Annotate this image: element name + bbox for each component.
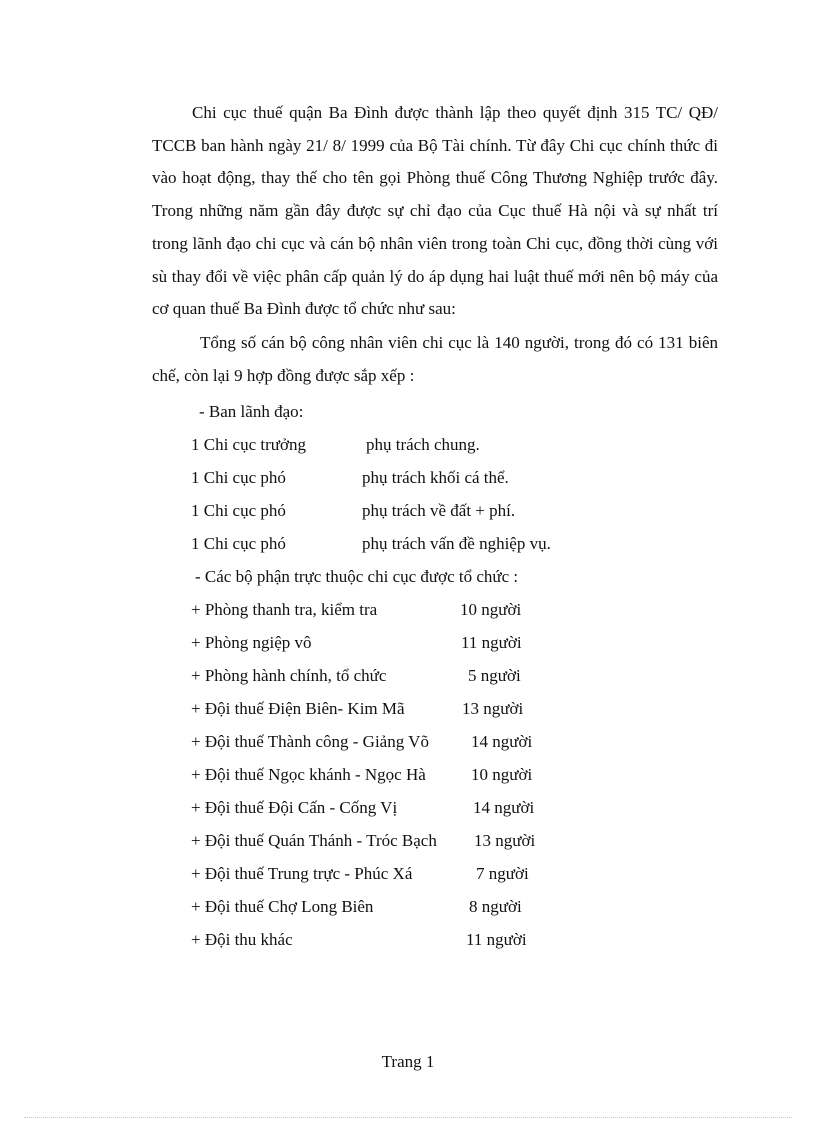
department-name: + Đội thuế Ngọc khánh - Ngọc Hà bbox=[191, 765, 426, 784]
department-count: 5 người bbox=[468, 666, 521, 685]
leadership-duty: phụ trách chung. bbox=[366, 435, 480, 454]
leadership-role: 1 Chi cục phó bbox=[191, 468, 286, 487]
department-count: 8 người bbox=[469, 897, 522, 916]
departments-heading: - Các bộ phận trực thuộc chi cục được tổ chức : bbox=[195, 567, 519, 586]
department-name: + Đội thuế Quán Thánh - Tróc Bạch bbox=[191, 831, 437, 850]
leadership-duty: phụ trách về đất + phí. bbox=[362, 501, 516, 520]
department-name: + Đội thuế Chợ Long Biên bbox=[191, 897, 374, 916]
department-name: + Đội thuế Điện Biên- Kim Mã bbox=[191, 699, 405, 718]
department-name: + Phòng hành chính, tổ chức bbox=[191, 666, 387, 685]
department-name: + Đội thuế Đội Cấn - Cống Vị bbox=[191, 798, 398, 817]
leadership-role: 1 Chi cục trưởng bbox=[191, 435, 306, 454]
department-name: + Đội thu khác bbox=[191, 930, 293, 949]
leadership-role: 1 Chi cục phó bbox=[191, 534, 286, 553]
page-bottom-divider bbox=[24, 1117, 792, 1118]
department-count: 14 người bbox=[473, 798, 535, 817]
intro-paragraph: Chi cục thuế quận Ba Đình được thành lập theo quyết định 315 TC/ QĐ/ TCCB ban hành ngày 21/ 8/ 1999 của Bộ Tài chính. Từ đây Chi cục chính thức đi vào hoạt động, thay thế cho tên gọi Phòng thuế Công Thương Nghiệp trước đây. Trong những năm gần đây được sự chỉ đạo của Cục thuế Hà nội và sự nhất trí trong lãnh đạo chi cục và cán bộ nhân viên trong toàn Chi cục, đồng thời cùng với sù thay đổi về việc phân cấp quản lý do áp dụng hai luật thuế mới nên bộ máy của cơ quan thuế Ba Đình được tổ chức như sau: bbox=[152, 103, 718, 319]
department-count: 10 người bbox=[460, 600, 522, 619]
department-count: 13 người bbox=[474, 831, 536, 850]
department-count: 11 người bbox=[466, 930, 527, 949]
department-name: + Phòng ngiệp vô bbox=[191, 633, 312, 652]
leadership-heading: - Ban lãnh đạo: bbox=[199, 402, 304, 421]
department-count: 10 người bbox=[471, 765, 533, 784]
department-name: + Đội thuế Thành công - Giảng Võ bbox=[191, 732, 429, 751]
department-name: + Phòng thanh tra, kiểm tra bbox=[191, 600, 378, 619]
leadership-duty: phụ trách vấn đề nghiệp vụ. bbox=[362, 534, 551, 553]
department-count: 14 người bbox=[471, 732, 533, 751]
leadership-duty: phụ trách khối cá thể. bbox=[362, 468, 509, 487]
leadership-role: 1 Chi cục phó bbox=[191, 501, 286, 520]
department-count: 11 người bbox=[461, 633, 522, 652]
department-count: 7 người bbox=[476, 864, 529, 883]
page-number: Trang 1 bbox=[381, 1052, 435, 1071]
staff-summary-paragraph: Tổng số cán bộ công nhân viên chi cục là 140 người, trong đó có 131 biên chế, còn lại 9 hợp đồng được sắp xếp : bbox=[152, 333, 718, 385]
department-count: 13 người bbox=[462, 699, 524, 718]
department-name: + Đội thuế Trung trực - Phúc Xá bbox=[191, 864, 413, 883]
